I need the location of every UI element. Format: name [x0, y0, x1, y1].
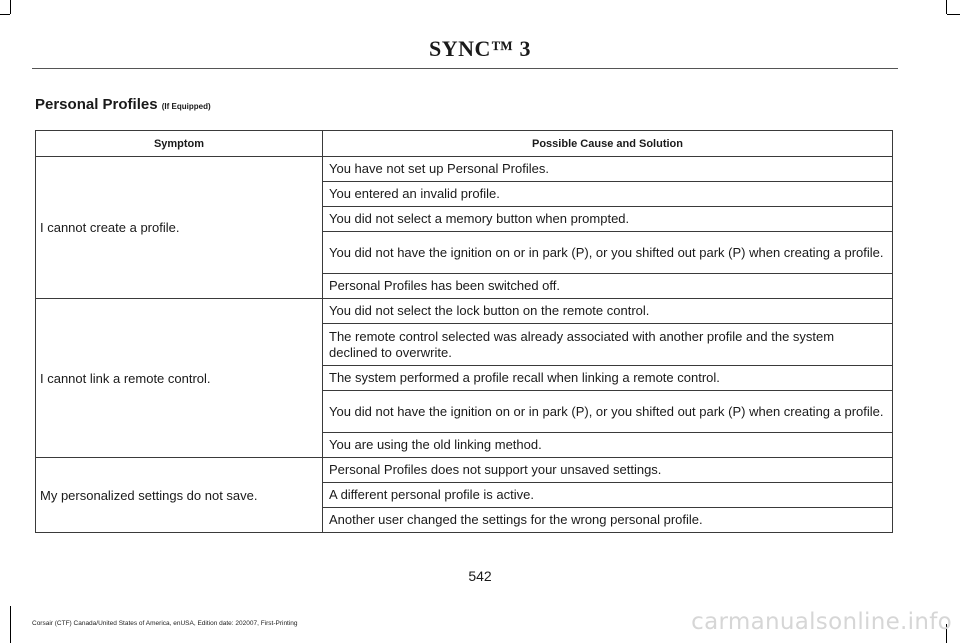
- watermark-text: carmanualsonline.info: [691, 609, 952, 635]
- troubleshooting-table: [35, 130, 893, 533]
- column-header-symptom: Symptom: [36, 131, 323, 157]
- cause-cell: A different personal profile is active.: [323, 483, 893, 508]
- symptom-cell: My personalized settings do not save.: [36, 458, 323, 533]
- symptom-cell: I cannot link a remote control.: [36, 299, 323, 458]
- cause-cell: You are using the old linking method.: [323, 433, 893, 458]
- table-row: [36, 157, 893, 182]
- crop-mark-top-left-h: [0, 14, 10, 15]
- page-number: 542: [468, 568, 492, 584]
- footer-edition-text: Corsair (CTF) Canada/United States of America, enUSA, Edition date: 202007, First-Printing: [32, 620, 298, 627]
- cause-cell: You have not set up Personal Profiles.: [323, 157, 893, 182]
- column-header-cause: Possible Cause and Solution: [323, 131, 893, 157]
- cause-cell: Another user changed the settings for the wrong personal profile.: [323, 508, 893, 533]
- section-title-note: (If Equipped): [161, 102, 211, 111]
- table-row: [36, 299, 893, 324]
- cause-cell: You did not have the ignition on or in park (P), or you shifted out park (P) when creating a profile.: [323, 391, 893, 433]
- cause-cell: The remote control selected was already associated with another profile and the system declined to overwrite.: [323, 324, 893, 366]
- cause-cell: You did not have the ignition on or in park (P), or you shifted out park (P) when creating a profile.: [323, 232, 893, 274]
- table-row: [36, 458, 893, 483]
- cause-cell: Personal Profiles does not support your unsaved settings.: [323, 458, 893, 483]
- section-title: [35, 96, 211, 113]
- crop-mark-top-right-v: [946, 0, 947, 14]
- section-title-text: Personal Profiles: [35, 96, 158, 113]
- page-header: SYNC™ 3: [429, 36, 531, 61]
- table-header-row: [36, 131, 893, 157]
- header-divider: [32, 68, 898, 69]
- crop-mark-bottom-left-v: [10, 606, 11, 643]
- crop-mark-top-right-h: [947, 14, 960, 15]
- cause-cell: Personal Profiles has been switched off.: [323, 274, 893, 299]
- cause-cell: You did not select a memory button when prompted.: [323, 207, 893, 232]
- cause-cell: You entered an invalid profile.: [323, 182, 893, 207]
- cause-cell: The system performed a profile recall when linking a remote control.: [323, 366, 893, 391]
- cause-cell: You did not select the lock button on the remote control.: [323, 299, 893, 324]
- crop-mark-top-left-v: [10, 0, 11, 14]
- symptom-cell: I cannot create a profile.: [36, 157, 323, 299]
